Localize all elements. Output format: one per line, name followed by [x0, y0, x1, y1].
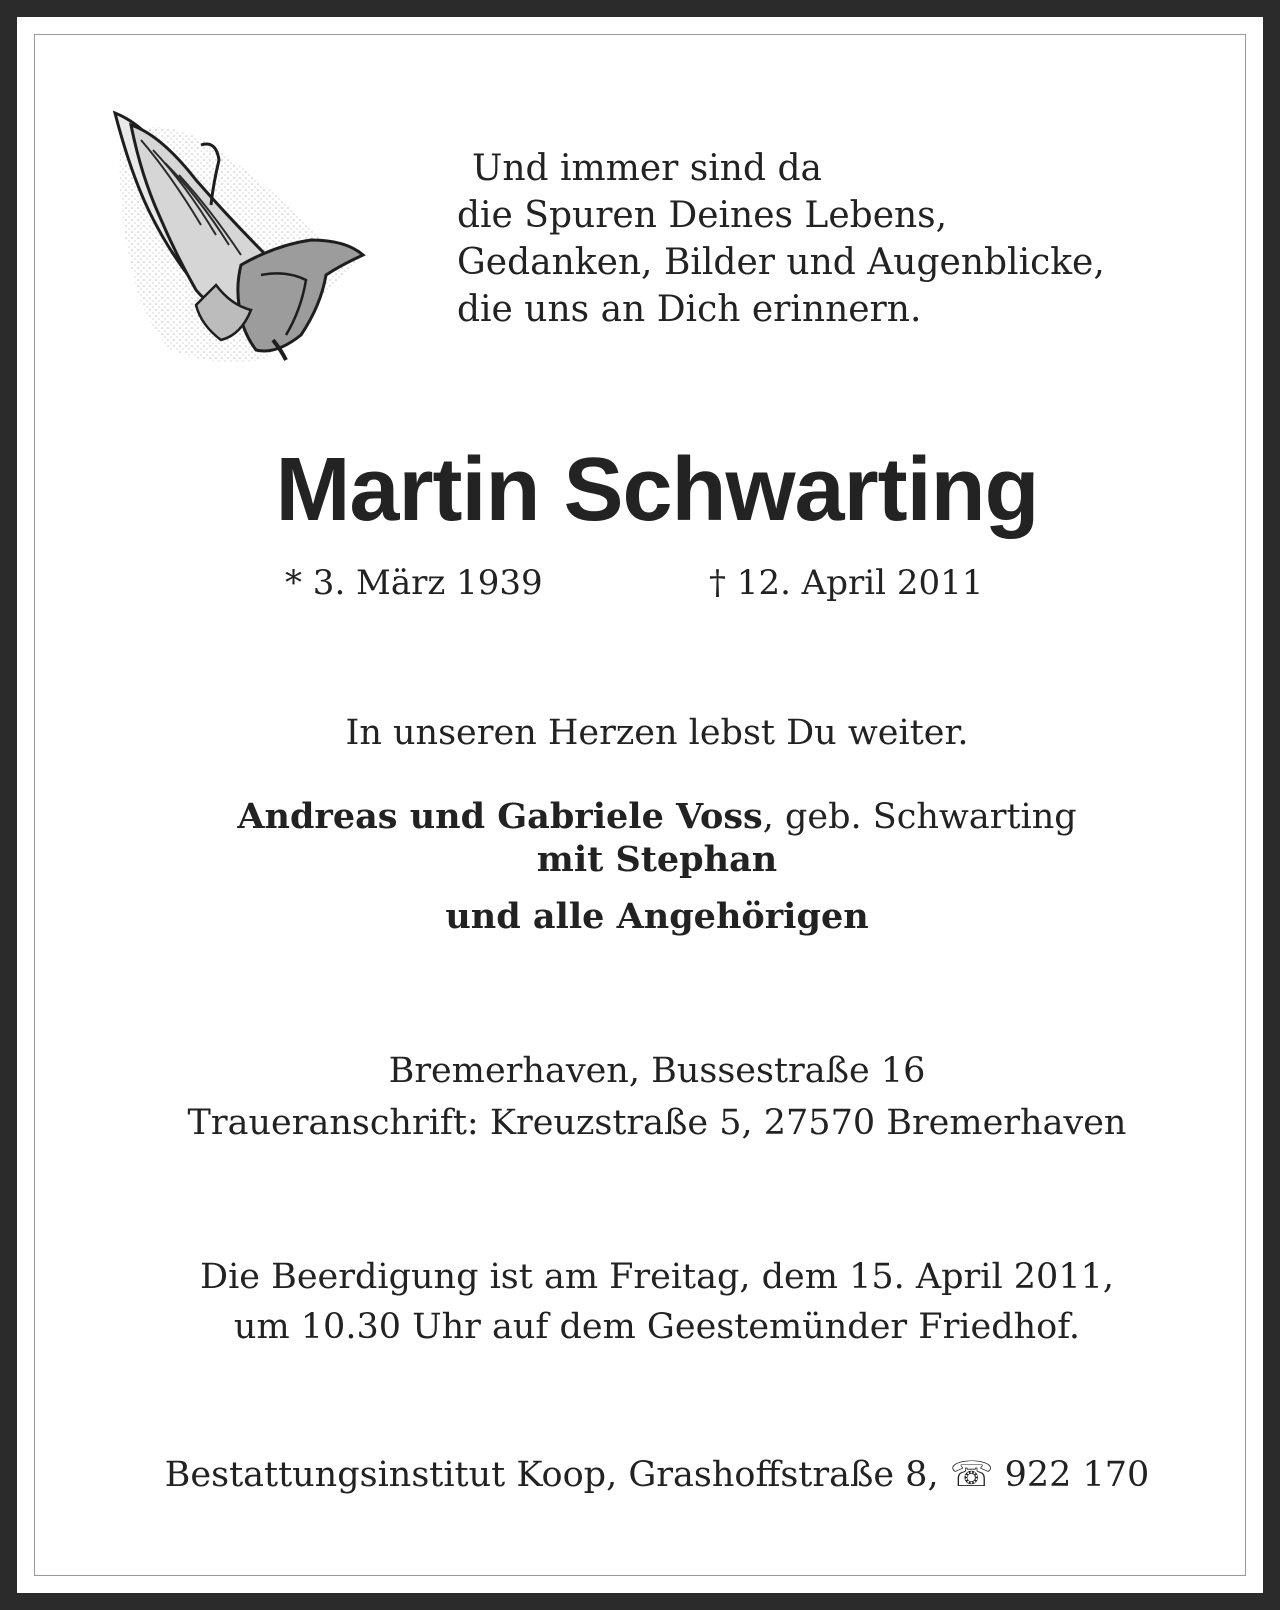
address-line-2: Traueranschrift: Kreuzstraße 5, 27570 Bremerhaven: [187, 1103, 1127, 1143]
address-line-1: Bremerhaven, Bussestraße 16: [388, 1051, 926, 1091]
family-line-1: [17, 796, 1280, 838]
funeral-line-2: um 10.30 Uhr auf dem Geestemünder Friedhof.: [233, 1307, 1081, 1347]
poem: [457, 145, 1105, 333]
poem-line-1: Und immer sind da: [472, 148, 822, 189]
family-maiden-name: , geb. Schwarting: [762, 797, 1077, 837]
motto: In unseren Herzen lebst Du weiter.: [345, 713, 969, 753]
birth-date: * 3. März 1939: [285, 563, 543, 603]
family-line-2: mit Stephan: [536, 839, 778, 880]
poem-line-2: die Spuren Deines Lebens,: [457, 195, 948, 236]
poem-line-4: die uns an Dich erinnern.: [457, 289, 922, 330]
deceased-name: Martin Schwarting: [275, 440, 1039, 540]
death-date: † 12. April 2011: [709, 563, 984, 603]
funeral-line-1: Die Beerdigung ist am Freitag, dem 15. April 2011,: [200, 1257, 1114, 1297]
family-names: Andreas und Gabriele Voss: [237, 796, 763, 837]
family-line-3: und alle Angehörigen: [445, 896, 869, 937]
praying-hands-icon: [101, 105, 371, 367]
poem-line-3: Gedanken, Bilder und Augenblicke,: [457, 242, 1105, 283]
undertaker-info: Bestattungsinstitut Koop, Grashoffstraße 8, ☏ 922 170: [164, 1455, 1150, 1495]
